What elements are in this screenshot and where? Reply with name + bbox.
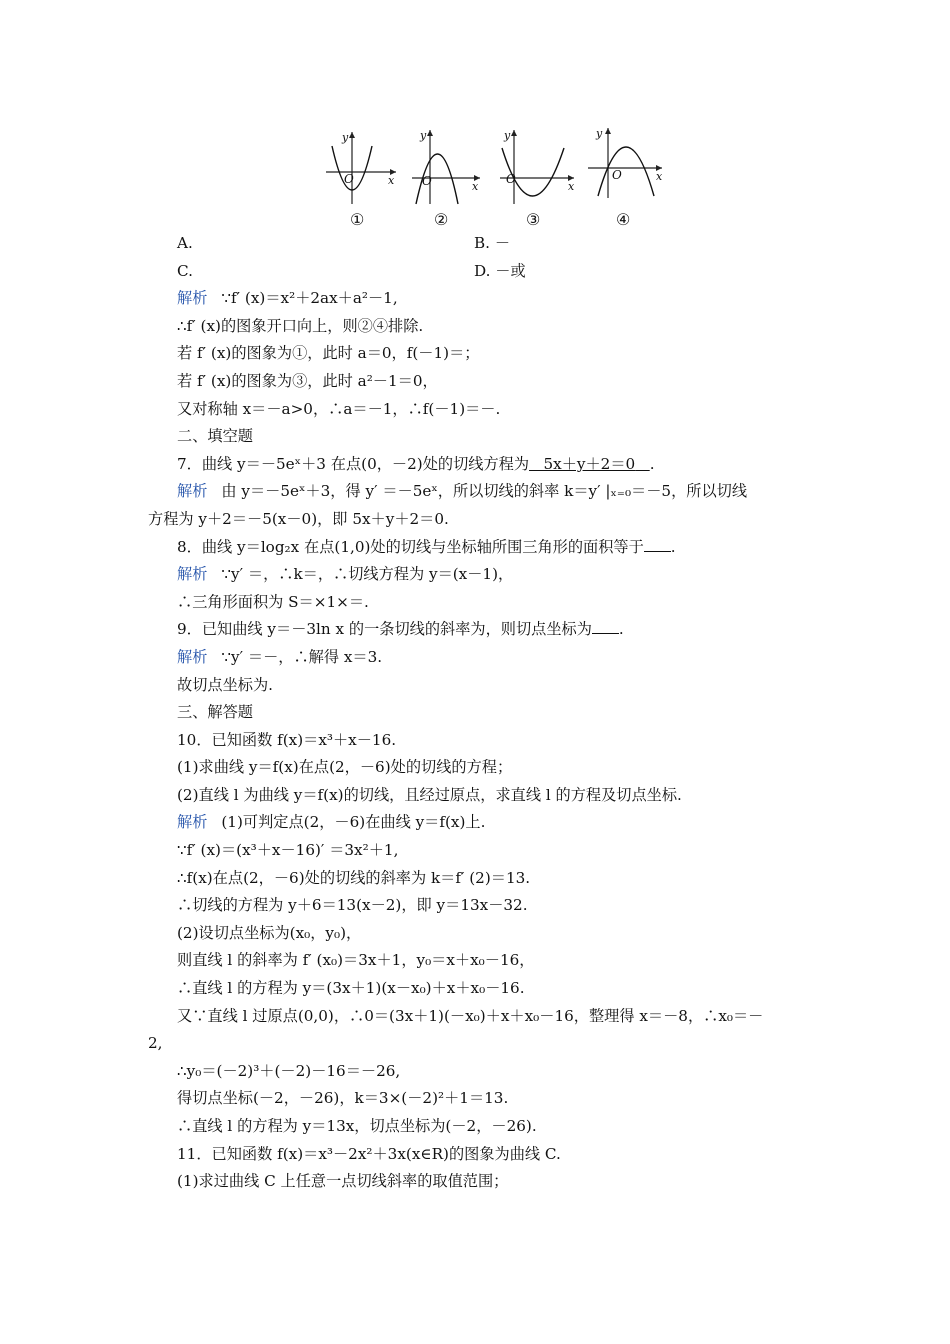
q7-answer	[529, 455, 650, 473]
q8-sol-text-1: ∵y′ ＝，∴k＝，∴切线方程为 y＝(x－1)，	[221, 565, 514, 584]
analysis-tag: 解析	[177, 647, 208, 666]
q10-sol-9: 2,	[148, 1034, 163, 1053]
sol6-line-2: ∴f′ (x)的图象开口向上，则②④排除.	[177, 316, 424, 335]
graph-4-y-label: y	[596, 127, 603, 140]
q10-sol-11: 得切点坐标(－2，－26)，k＝3×(－2)²＋1＝13.	[177, 1089, 509, 1108]
q10-sol-12: ∴直线 l 的方程为 y＝13x，切点坐标为(－2，－26).	[177, 1117, 537, 1135]
graph-2-y-label: y	[420, 129, 427, 142]
analysis-tag: 解析	[177, 813, 208, 832]
analysis-tag: 解析	[177, 565, 208, 584]
q9-sol-1	[148, 644, 813, 672]
q8-stem-text: 8．曲线 y＝log₂x 在点(1,0)处的切线与坐标轴所围三角形的面积等于	[177, 537, 644, 556]
q11-part-1: (1)求过曲线 C 上任意一点切线斜率的取值范围；	[177, 1172, 509, 1191]
option-a: A.	[177, 234, 193, 252]
q8-stem	[148, 534, 813, 562]
q9-end: .	[618, 620, 624, 639]
q9-stem-text: 9．已知曲线 y＝－3ln x 的一条切线的斜率为，则切点坐标为	[177, 620, 592, 639]
sol6-text-1: ∵f′ (x)＝x²＋2ax＋a²－1,	[221, 289, 398, 308]
options-row-2	[148, 258, 813, 286]
graph-4-x-label: x	[656, 170, 663, 183]
graph-4	[586, 124, 666, 234]
q11-stem: 11．已知函数 f(x)＝x³－2x²＋3x(x∈R)的图象为曲线 C.	[177, 1144, 561, 1163]
graph-2-origin: O	[422, 174, 432, 188]
q7-stem	[148, 451, 813, 479]
graph-4-origin: O	[612, 168, 622, 182]
option-b: B. －	[474, 234, 511, 252]
q7-sol-1	[148, 478, 813, 506]
graph-1	[322, 124, 402, 234]
q10-sol-text-1: (1)可判定点(2，－6)在曲线 y＝f(x)上.	[221, 813, 486, 832]
q10-sol-5: (2)设切点坐标为(x₀，y₀)，	[177, 923, 362, 942]
q8-blank[interactable]	[644, 536, 671, 552]
graph-2-x-label: x	[472, 180, 479, 193]
q8-end: .	[670, 537, 676, 556]
q9-blank[interactable]	[592, 618, 619, 634]
q10-part-1: (1)求曲线 y＝f(x)在点(2，－6)处的切线的方程；	[177, 758, 513, 777]
graph-row	[318, 124, 668, 234]
graph-4-label: ④	[616, 210, 631, 229]
section-fill-in: 二、填空题	[177, 427, 253, 446]
graph-3-y-label: y	[504, 129, 511, 142]
graph-3-x-label: x	[568, 180, 575, 193]
q8-sol-2: ∴三角形面积为 S＝×1×＝.	[177, 592, 369, 611]
options-row-1	[148, 230, 813, 258]
graph-2-label: ②	[434, 210, 449, 229]
sol6-line-3: 若 f′ (x)的图象为①，此时 a＝0，f(－1)＝；	[177, 344, 480, 363]
document-body	[148, 230, 813, 1196]
analysis-tag: 解析	[177, 482, 208, 501]
q10-sol-2: ∵f′ (x)＝(x³＋x－16)′ ＝3x²＋1,	[177, 841, 399, 860]
q7-answer-text: 5x＋y＋2＝0	[543, 454, 636, 473]
q10-sol-7: ∴直线 l 的方程为 y＝(3x＋1)(x－x₀)＋x＋x₀－16.	[177, 979, 525, 998]
q10-sol-1	[148, 809, 813, 837]
graph-3-origin: O	[506, 172, 516, 186]
q8-sol-1	[148, 561, 813, 589]
q10-sol-6: 则直线 l 的斜率为 f′ (x₀)＝3x＋1，y₀＝x＋x₀－16，	[177, 951, 535, 970]
q7-stem-text: 7．曲线 y＝－5eˣ＋3 在点(0，－2)处的切线方程为	[177, 454, 530, 473]
graph-1-origin: O	[344, 172, 354, 186]
q7-sol-2: 方程为 y＋2＝－5(x－0)，即 5x＋y＋2＝0.	[148, 509, 449, 528]
graph-3-label: ③	[526, 210, 541, 229]
q10-stem: 10．已知函数 f(x)＝x³＋x－16.	[177, 730, 397, 749]
graph-1-x-label: x	[388, 174, 395, 187]
graph-1-label: ①	[350, 210, 365, 229]
graph-2	[408, 124, 488, 234]
q10-sol-10: ∴y₀＝(－2)³＋(－2)－16＝－26,	[177, 1061, 401, 1080]
section-answer: 三、解答题	[177, 703, 253, 722]
sol6-line-4: 若 f′ (x)的图象为③，此时 a²－1＝0，	[177, 371, 438, 390]
graph-3	[498, 124, 578, 234]
analysis-tag: 解析	[177, 289, 208, 308]
q9-stem	[148, 616, 813, 644]
q10-part-2: (2)直线 l 为曲线 y＝f(x)的切线，且经过原点，求直线 l 的方程及切点坐标.	[177, 785, 682, 804]
sol6-line-1	[148, 285, 813, 313]
q9-sol-2: 故切点坐标为.	[177, 675, 273, 694]
q9-sol-text-1: ∵y′ ＝－，∴解得 x＝3.	[221, 647, 383, 666]
q7-sol-text-1: 由 y＝－5eˣ＋3，得 y′ ＝－5eˣ，所以切线的斜率 k＝y′ |ₓ₌₀＝－5，所以切线	[221, 482, 748, 501]
q10-sol-8: 又∵直线 l 过原点(0,0)，∴0＝(3x＋1)(－x₀)＋x＋x₀－16，整理得 x＝－8，∴x₀＝－	[177, 1006, 764, 1025]
graph-1-y-label: y	[342, 131, 349, 144]
sol6-line-5: 又对称轴 x＝－a>0，∴a＝－1，∴f(－1)＝－.	[177, 399, 501, 418]
option-d: D. －或	[474, 261, 526, 280]
q10-sol-3: ∴f(x)在点(2，－6)处的切线的斜率为 k＝f′ (2)＝13.	[177, 868, 531, 887]
q10-sol-4: ∴切线的方程为 y＋6＝13(x－2)，即 y＝13x－32.	[177, 896, 528, 915]
q7-end: .	[649, 454, 655, 473]
option-c: C.	[177, 261, 193, 280]
